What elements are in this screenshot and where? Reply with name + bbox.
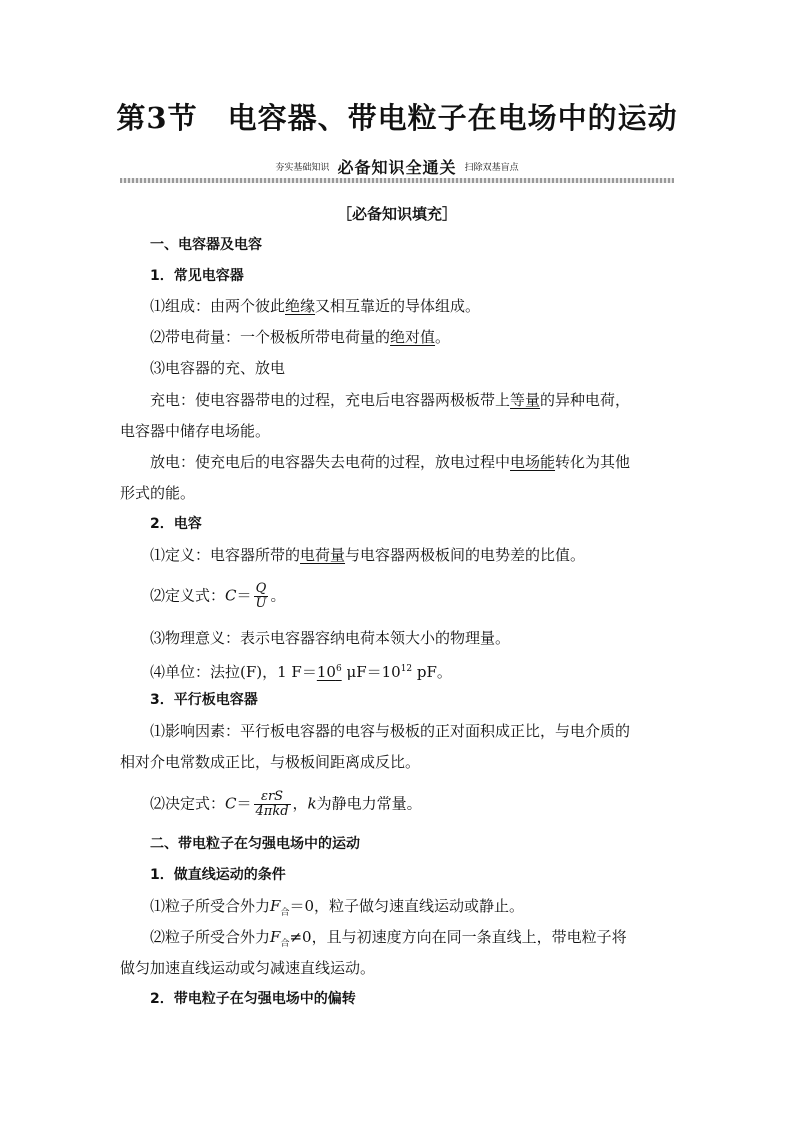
paragraph-factors: ⑴影响因素：平行板电容器的电容与极板的正对面积成正比，与电介质的 bbox=[150, 722, 631, 740]
blank-answer: 绝缘 bbox=[285, 297, 316, 315]
subsection-deflection: 2．带电粒子在匀强电场中的偏转 bbox=[150, 991, 356, 1007]
paragraph-unit: ⑷单位：法拉(F)，1 $F=10^6$ $\mu F=10^{12}$ pF。 bbox=[150, 663, 452, 681]
banner-divider bbox=[120, 178, 674, 183]
subsection-capacitance: 2．电容 bbox=[150, 516, 202, 532]
paragraph-condition-1: ⑴粒子所受合外力$F_合=0$，粒子做匀速直线运动或静止。 bbox=[150, 897, 524, 918]
paragraph-definition-formula: ⑵定义式：C＝ $\frac{Q}{U}$ 。 bbox=[150, 581, 286, 611]
paragraph-condition-2: ⑵粒子所受合外力$F_合\ne 0$，且与初速度方向在同一条直线上，带电粒子将 bbox=[150, 928, 627, 949]
fraction-capacitance: $\frac{\text{εrS}}{\text{4πkd}}$ bbox=[255, 789, 289, 819]
banner-right-text: 扫除双基盲点 bbox=[464, 163, 519, 173]
subsection-common-capacitors: 1．常见电容器 bbox=[150, 268, 244, 284]
paragraph-factors-cont: 相对介电常数成正比，与极板间距离成反比。 bbox=[120, 753, 421, 771]
blank-answer: 电场能 bbox=[510, 453, 556, 471]
blank-answer: 绝对值 bbox=[390, 328, 436, 346]
subsection-parallel-plate: 3．平行板电容器 bbox=[150, 692, 258, 708]
section-heading: ［必备知识填充］ bbox=[336, 205, 457, 223]
part1-heading: 一、电容器及电容 bbox=[150, 237, 262, 253]
part2-heading: 二、带电粒子在匀强电场中的运动 bbox=[150, 836, 360, 852]
paragraph-charge-discharge: ⑶电容器的充、放电 bbox=[150, 359, 286, 377]
banner-left-text: 夯实基础知识 bbox=[275, 163, 330, 173]
paragraph-determining-formula: ⑵决定式：C＝ $\frac{\text{εrS}}{\text{4πkd}}$ ，k为静电力常量。 bbox=[150, 789, 422, 819]
blank-answer: 电荷量 bbox=[300, 546, 346, 564]
paragraph-charge-amount: ⑵带电荷量：一个极板所带电荷量的绝对值。 bbox=[150, 328, 451, 346]
page-title: 第3节 电容器、带电粒子在电场中的运动 bbox=[116, 101, 678, 135]
paragraph-physical-meaning: ⑶物理意义：表示电容器容纳电荷本领大小的物理量。 bbox=[150, 629, 511, 647]
paragraph-definition: ⑴定义：电容器所带的电荷量与电容器两极板间的电势差的比值。 bbox=[150, 546, 586, 564]
paragraph-charging: 充电：使电容器带电的过程，充电后电容器两极板带上等量的异种电荷， bbox=[150, 391, 631, 409]
paragraph-discharging: 放电：使充电后的电容器失去电荷的过程，放电过程中电场能转化为其他 bbox=[150, 453, 631, 471]
paragraph-composition: ⑴组成：由两个彼此绝缘又相互靠近的导体组成。 bbox=[150, 297, 481, 315]
paragraph-discharging-cont: 形式的能。 bbox=[120, 484, 196, 502]
fraction-q-over-u: $\frac{Q}{U}$ bbox=[255, 581, 267, 611]
paragraph-charging-cont: 电容器中储存电场能。 bbox=[120, 422, 271, 440]
banner-main-text: 必备知识全通关 bbox=[337, 158, 457, 177]
subsection-linear-motion: 1．做直线运动的条件 bbox=[150, 867, 286, 883]
paragraph-condition-2-cont: 做匀加速直线运动或匀减速直线运动。 bbox=[120, 959, 376, 977]
blank-answer: $10^6$ bbox=[316, 663, 342, 681]
blank-answer: 等量 bbox=[510, 391, 541, 409]
